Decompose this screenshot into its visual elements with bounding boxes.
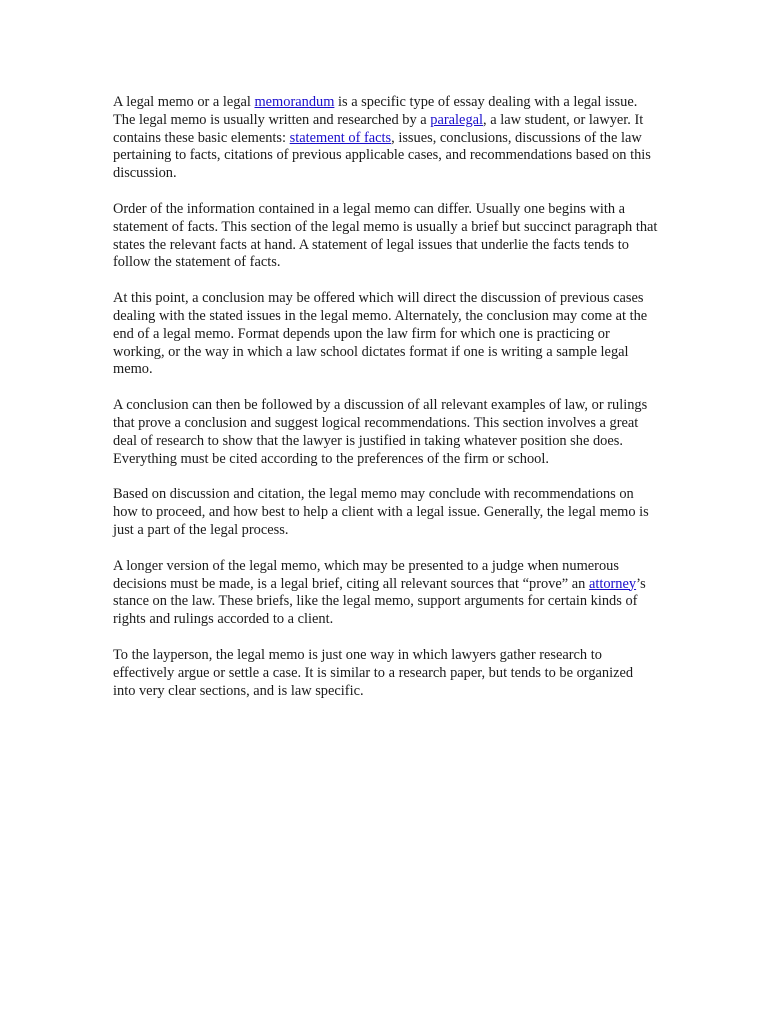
paragraph-brief — [113, 558, 658, 629]
paragraph-text: At this point, a conclusion may be offered which will direct the discussion of previous cases dealing with the stated issues in the legal memo. Alternately, the conclusion may come at the end of a legal memo. Format depends upon the law firm for which one is practicing or working, or the way in which a law school dictates format if one is writing a sample legal memo. — [113, 290, 648, 378]
paragraph-text: A legal memo or a legal — [113, 94, 255, 110]
paragraph-text: Based on discussion and citation, the legal memo may conclude with recommendations on how to proceed, and how best to help a client with a legal issue. Generally, the legal memo is just a part of the legal process. — [113, 486, 649, 538]
paragraph-text: is a specific type of essay dealing with a legal issue. The legal memo is usually written and researched by a — [113, 94, 638, 128]
paragraph-layperson — [113, 647, 658, 700]
paragraph-conclusion-point — [113, 290, 658, 379]
attorney-link[interactable]: attorney — [588, 575, 637, 592]
article-body — [113, 94, 658, 718]
paragraph-text: , issues, conclusions, discussions of the law pertaining to facts, citations of previous applicable cases, and recommendations based on this discussion. — [113, 129, 651, 182]
paralegal-link[interactable]: paralegal — [430, 111, 484, 128]
paragraph-text: Order of the information contained in a legal memo can differ. Usually one begins with a statement of facts. This section of the legal memo is usually a brief but succinct paragraph that states the relevant facts at hand. A statement of legal issues that underlie the facts tends to follow the statement of facts. — [113, 200, 658, 271]
paragraph-text: , a law student, or lawyer. It contains these basic elements: — [113, 111, 644, 146]
paragraph-text: A longer version of the legal memo, which may be presented to a judge when numerous decisions must be made, is a legal brief, citing all relevant sources that “prove” an — [113, 557, 619, 592]
paragraph-order — [113, 201, 658, 272]
paragraph-text: To the layperson, the legal memo is just one way in which lawyers gather research to effectively argue or settle a case. It is similar to a research paper, but tends to be organized into very clear sections, and is law specific. — [113, 646, 634, 699]
paragraph-discussion — [113, 397, 658, 468]
paragraph-text: A conclusion can then be followed by a discussion of all relevant examples of law, or rulings that prove a conclusion and suggest logical recommendations. This section involves a great deal of research to show that the lawyer is justified in taking whatever position she does. Everything must be cited according to the preferences of the firm or school. — [113, 397, 648, 467]
statement-of-facts-link[interactable]: statement of facts — [289, 129, 392, 146]
paragraph-recommendations — [113, 486, 658, 539]
paragraph-intro — [113, 94, 658, 183]
paragraph-text: ’s stance on the law. These briefs, like the legal memo, support arguments for certain kinds of rights and rulings accorded to a client. — [113, 575, 646, 628]
memorandum-link[interactable]: memorandum — [254, 94, 335, 110]
